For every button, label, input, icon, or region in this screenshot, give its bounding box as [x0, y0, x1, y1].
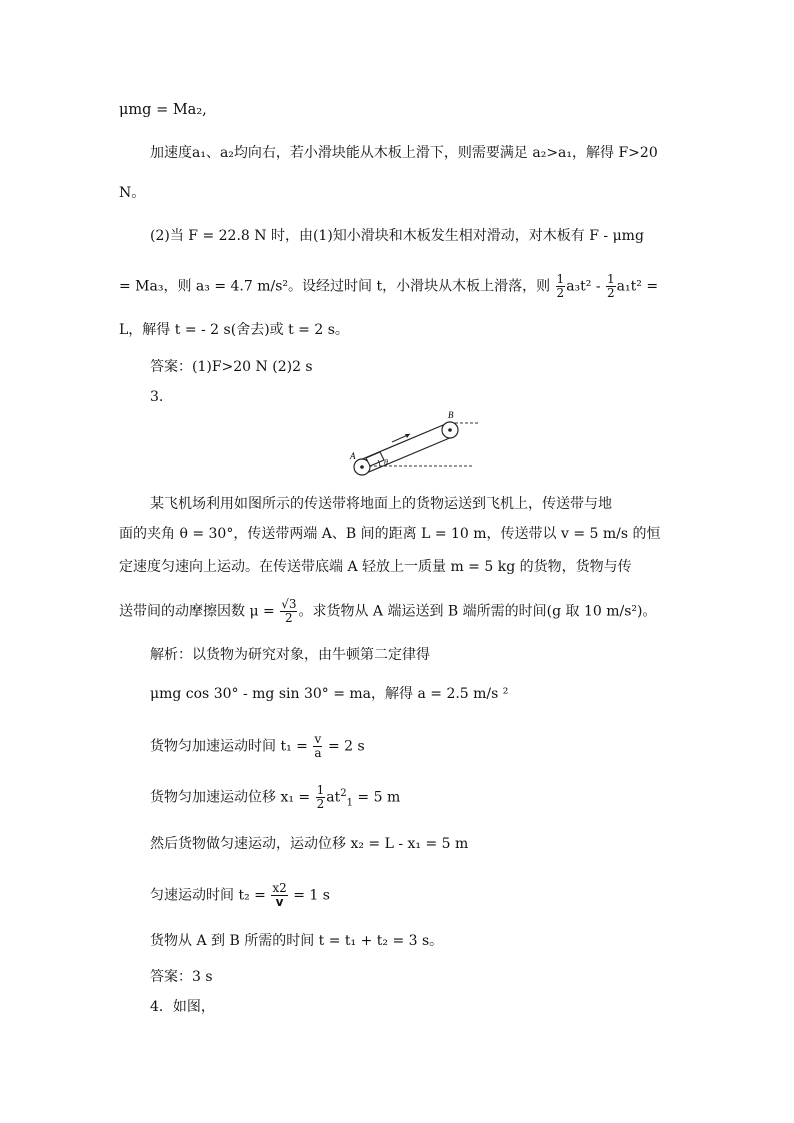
fraction-numerator: 1: [556, 272, 565, 286]
fraction-v-over-a: [313, 733, 322, 760]
text-segment: at: [326, 789, 341, 806]
superscript: 2: [340, 787, 347, 799]
cargo-box: [366, 452, 384, 466]
text-line: [119, 273, 658, 300]
text-line: L，解得 t = - 2 s(舍去)或 t = 2 s。: [119, 322, 349, 338]
text-segment: 货物匀加速运动时间 t₁ =: [150, 738, 308, 755]
text-line: [150, 784, 400, 811]
text-segment: = Ma₃，则 a₃ = 4.7 m/s²。设经过时间 t，小滑块从木板上滑落，则: [119, 278, 551, 295]
fraction-numerator: 1: [607, 272, 615, 286]
text-line: 某飞机场利用如图所示的传送带将地面上的货物运送到飞机上，传送带与地: [150, 496, 612, 512]
fraction-sqrt3-over-2: [280, 598, 297, 625]
answer-line: 答案：3 s: [150, 969, 213, 985]
text-segment: 匀速运动时间 t₂ =: [150, 887, 266, 904]
text-line: 解析：以货物为研究对象，由牛顿第二定律得: [150, 647, 430, 663]
label-a: A: [350, 451, 356, 461]
fraction-denominator: v: [275, 895, 284, 909]
fraction-half: [556, 273, 566, 300]
fraction-numerator: v: [314, 732, 322, 746]
text-line: N。: [119, 185, 146, 201]
fraction-denominator: 2: [285, 611, 293, 625]
text-segment: = 2 s: [327, 738, 365, 755]
fraction-denominator: 2: [316, 797, 325, 811]
fraction-numerator: √3: [281, 597, 297, 611]
conveyor-belt-diagram: [340, 408, 480, 488]
fraction-numerator: x2: [272, 881, 287, 895]
equation-line: μmg = Ma₂,: [119, 102, 207, 118]
text-segment: a₁t² =: [616, 278, 659, 295]
fraction-denominator: 2: [556, 286, 565, 300]
subscript: 1: [346, 797, 353, 809]
text-line: 然后货物做匀速运动，运动位移 x₂ = L - x₁ = 5 m: [150, 836, 469, 852]
text-segment: 。求货物从 A 端运送到 B 端所需的时间(g 取 10 m/s²)。: [298, 603, 657, 620]
text-line: 定速度匀速向上运动。在传送带底端 A 轻放上一质量 m = 5 kg 的货物，货物与传: [119, 559, 632, 575]
pulley-a-axle: [360, 465, 364, 469]
text-line: 货物从 A 到 B 所需的时间 t = t₁ + t₂ = 3 s。: [150, 933, 444, 949]
text-segment: = 5 m: [357, 789, 401, 806]
equation-line: μmg cos 30° - mg sin 30° = ma，解得 a = 2.5 m/s ²: [150, 686, 509, 702]
fraction-half: [316, 784, 326, 811]
text-line: [119, 598, 657, 625]
question-number: 3.: [150, 389, 164, 405]
fraction-numerator: 1: [316, 783, 325, 797]
text-line: [150, 733, 365, 760]
text-line: (2)当 F = 22.8 N 时，由(1)知小滑块和木板发生相对滑动，对木板有 F - μmg: [150, 228, 644, 244]
label-b: B: [448, 410, 454, 420]
text-line: 面的夹角 θ = 30°，传送带两端 A、B 间的距离 L = 10 m，传送带以 v = 5 m/s 的恒: [119, 526, 661, 542]
text-line: 加速度a₁、a₂均向右，若小滑块能从木板上滑下，则需要满足 a₂>a₁，解得 F>20: [150, 145, 658, 161]
text-segment: = 1 s: [293, 887, 330, 904]
fraction-denominator: 2: [607, 286, 615, 300]
text-segment: a₃t² -: [566, 278, 601, 295]
label-theta: θ: [384, 458, 388, 467]
answer-line: 答案：(1)F>20 N (2)2 s: [150, 359, 313, 375]
fraction-denominator: a: [314, 746, 322, 760]
text-segment: 送带间的动摩擦因数 μ =: [119, 603, 275, 620]
text-line: [150, 882, 330, 909]
question-number: 4．如图，: [150, 999, 215, 1015]
text-segment: 货物匀加速运动位移 x₁ =: [150, 789, 311, 806]
fraction-x2-over-v: [271, 882, 287, 909]
fraction-half: [606, 273, 616, 300]
pulley-b-axle: [448, 428, 452, 432]
